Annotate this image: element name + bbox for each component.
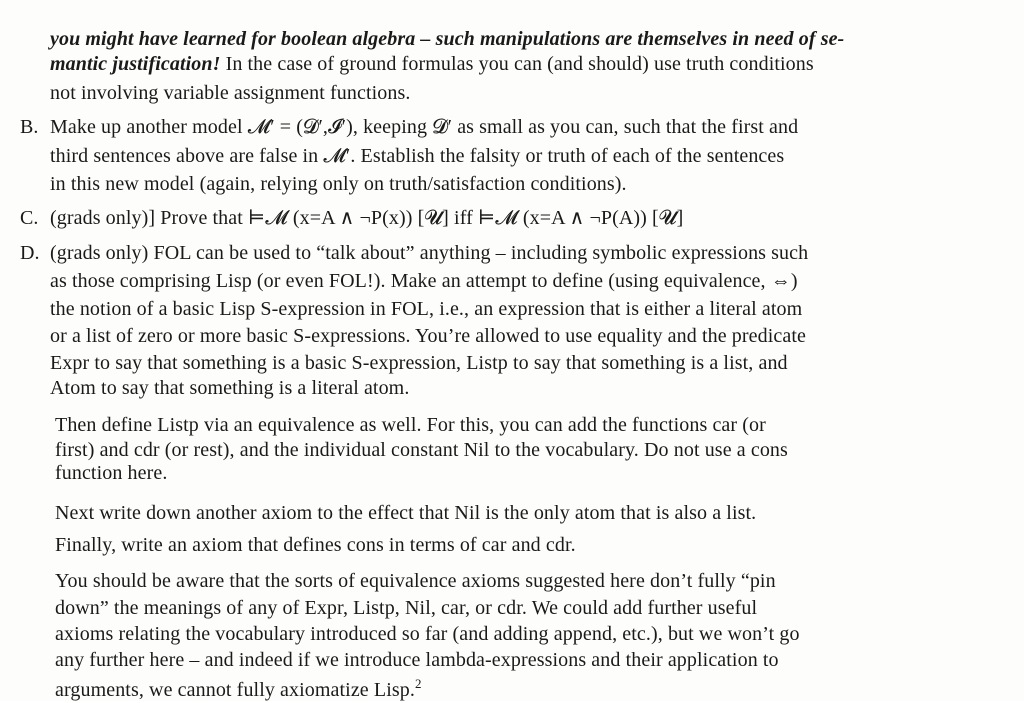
item-b-marker: B. <box>20 116 39 138</box>
item-c-marker: C. <box>20 207 39 229</box>
item-b-line-3: in this new model (again, relying only on truth/satisfaction conditions). <box>50 173 627 195</box>
intro-line-2-emphasis: mantic justification! <box>50 53 221 75</box>
aware-line-1: You should be aware that the sorts of equivalence axioms suggested here don’t fully “pin <box>55 570 776 592</box>
aware-line-4: any further here – and indeed if we introduce lambda-expressions and their application to <box>55 649 779 671</box>
item-d-line-1: (grads only) FOL can be used to “talk about” anything – including symbolic expressions such <box>50 242 809 264</box>
aware-line-5 <box>55 671 422 703</box>
item-b-line-2: third sentences above are false in 𝓜′. Establish the falsity or truth of each of the sentences <box>50 145 785 167</box>
item-b-line-1: Make up another model 𝓜′ = (𝓓′,𝓘′), keeping 𝓓′ as small as you can, such that the first and <box>50 116 799 138</box>
listp-line-3: function here. <box>55 462 168 484</box>
footnote-marker: 2 <box>414 676 422 691</box>
aware-line-3: axioms relating the vocabulary introduced so far (and adding append, etc.), but we won’t go <box>55 623 800 645</box>
aware-line-5-text: arguments, we cannot fully axiomatize Lisp. <box>55 679 415 701</box>
item-d-marker: D. <box>20 242 40 264</box>
item-c-line: (grads only)] Prove that ⊨𝓜 (x=A ∧ ¬P(x)) [𝓤] iff ⊨𝓜 (x=A ∧ ¬P(A)) [𝓤] <box>50 207 684 229</box>
item-d-line-3: the notion of a basic Lisp S-expression in FOL, i.e., an expression that is either a literal atom <box>50 298 803 320</box>
item-d-line-5: Expr to say that something is a basic S-expression, Listp to say that something is a list, and <box>50 352 788 374</box>
nil-line: Next write down another axiom to the effect that Nil is the only atom that is also a list. <box>55 502 757 524</box>
intro-line-2 <box>50 51 814 77</box>
item-d-line-6: Atom to say that something is a literal atom. <box>50 377 410 399</box>
aware-line-2: down” the meanings of any of Expr, Listp, Nil, car, or cdr. We could add further useful <box>55 597 758 619</box>
cons-line: Finally, write an axiom that defines cons in terms of car and cdr. <box>55 534 576 556</box>
intro-line-3: not involving variable assignment functions. <box>50 82 411 104</box>
listp-line-2: first) and cdr (or rest), and the individual constant Nil to the vocabulary. Do not use a cons <box>55 439 788 461</box>
item-d-line-2: as those comprising Lisp (or even FOL!). Make an attempt to define (using equivalence, ⇔) <box>50 270 798 292</box>
listp-line-1: Then define Listp via an equivalence as well. For this, you can add the functions car (or <box>55 414 766 436</box>
intro-line-2-rest: In the case of ground formulas you can (and should) use truth conditions <box>220 53 814 75</box>
intro-line-1: you might have learned for boolean algebra – such manipulations are themselves in need of se- <box>50 28 845 50</box>
item-d-line-4: or a list of zero or more basic S-expressions. You’re allowed to use equality and the predicate <box>50 325 806 347</box>
